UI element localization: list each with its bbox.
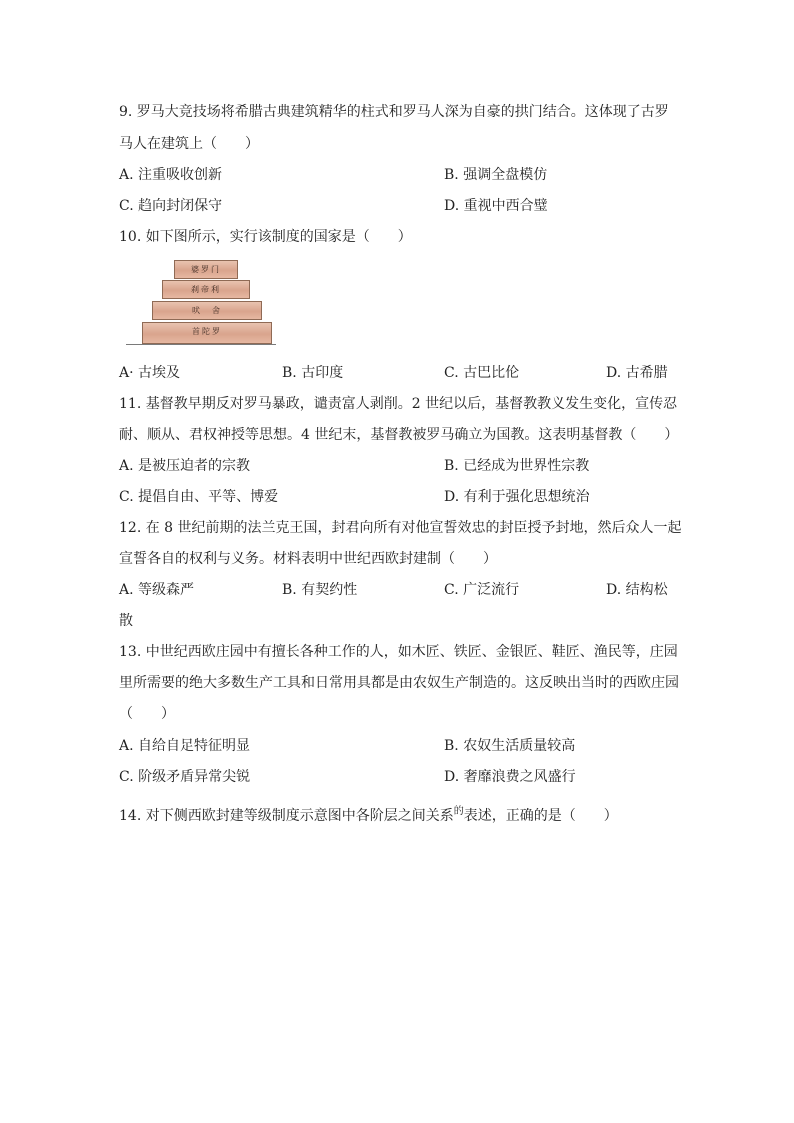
q9-option-b: B. 强调全盘模仿 — [444, 167, 548, 183]
q11-stem-line2: 耐、顺从、君权神授等思想。4 世纪末，基督教被罗马确立为国教。这表明基督教（ ） — [119, 427, 679, 443]
pyramid-tier-vaishya: 吠 舍 — [152, 301, 262, 320]
q14-stem-part1: 14. 对下侧西欧封建等级制度示意图中各阶层之间关系 — [119, 808, 454, 824]
q10-option-c: C. 古巴比伦 — [444, 365, 520, 381]
q13-option-c: C. 阶级矛盾异常尖锐 — [119, 769, 251, 785]
q13-option-b: B. 农奴生活质量较高 — [444, 738, 576, 754]
q11-option-a: A. 是被压迫者的宗教 — [119, 458, 251, 474]
q13-stem-line1: 13. 中世纪西欧庄园中有擅长各种工作的人，如木匠、铁匠、金银匠、鞋匠、渔民等，庄园 — [119, 644, 678, 660]
q11-stem-line1: 11. 基督教早期反对罗马暴政，谴责富人剥削。2 世纪以后，基督教教义发生变化，宣传忍 — [119, 396, 678, 412]
q11-option-b: B. 已经成为世界性宗教 — [444, 458, 590, 474]
q14-stem-part2: 表述，正确的是（ ） — [463, 808, 618, 824]
q9-option-a: A. 注重吸收创新 — [119, 167, 223, 183]
q10-stem: 10. 如下图所示，实行该制度的国家是（ ） — [119, 229, 412, 245]
q10-option-b: B. 古印度 — [282, 365, 344, 381]
q11-option-c: C. 提倡自由、平等、博爱 — [119, 489, 279, 505]
q12-option-b: B. 有契约性 — [282, 582, 358, 598]
q11-option-d: D. 有利于强化思想统治 — [444, 489, 590, 505]
q12-option-d: D. 结构松 — [606, 582, 668, 598]
pyramid-tier-shudra: 首陀罗 — [142, 322, 272, 344]
q13-stem-line3: （ ） — [119, 706, 175, 722]
q9-option-d: D. 重视中西合璧 — [444, 198, 548, 214]
q10-option-a: A· 古埃及 — [119, 365, 181, 381]
pyramid-ground-line — [126, 344, 276, 345]
q9-stem-line1: 9. 罗马大竞技场将希腊古典建筑精华的柱式和罗马人深为自豪的拱门结合。这体现了古罗 — [119, 104, 669, 120]
q13-option-d: D. 奢靡浪费之风盛行 — [444, 769, 576, 785]
q14-stem — [119, 806, 618, 828]
q13-option-a: A. 自给自足特征明显 — [119, 738, 251, 754]
q12-option-d-wrap: 散 — [119, 613, 133, 629]
q12-option-c: C. 广泛流行 — [444, 582, 520, 598]
pyramid-tier-brahmin: 婆罗门 — [174, 260, 238, 279]
caste-pyramid-figure — [126, 260, 276, 348]
q12-option-a: A. 等级森严 — [119, 582, 195, 598]
pyramid-tier-kshatriya: 刹帝利 — [162, 280, 250, 299]
q12-stem-line2: 宣誓各自的权利与义务。材料表明中世纪西欧封建制（ ） — [119, 551, 497, 567]
q14-stem-superscript: 的 — [453, 806, 464, 817]
q9-option-c: C. 趋向封闭保守 — [119, 198, 223, 214]
q10-option-d: D. 古希腊 — [606, 365, 668, 381]
q9-stem-line2: 马人在建筑上（ ） — [119, 136, 259, 152]
q13-stem-line2: 里所需要的绝大多数生产工具和日常用具都是由农奴生产制造的。这反映出当时的西欧庄园 — [119, 675, 679, 691]
q12-stem-line1: 12. 在 8 世纪前期的法兰克王国，封君向所有对他宣誓效忠的封臣授予封地，然后众人一起 — [119, 520, 682, 536]
